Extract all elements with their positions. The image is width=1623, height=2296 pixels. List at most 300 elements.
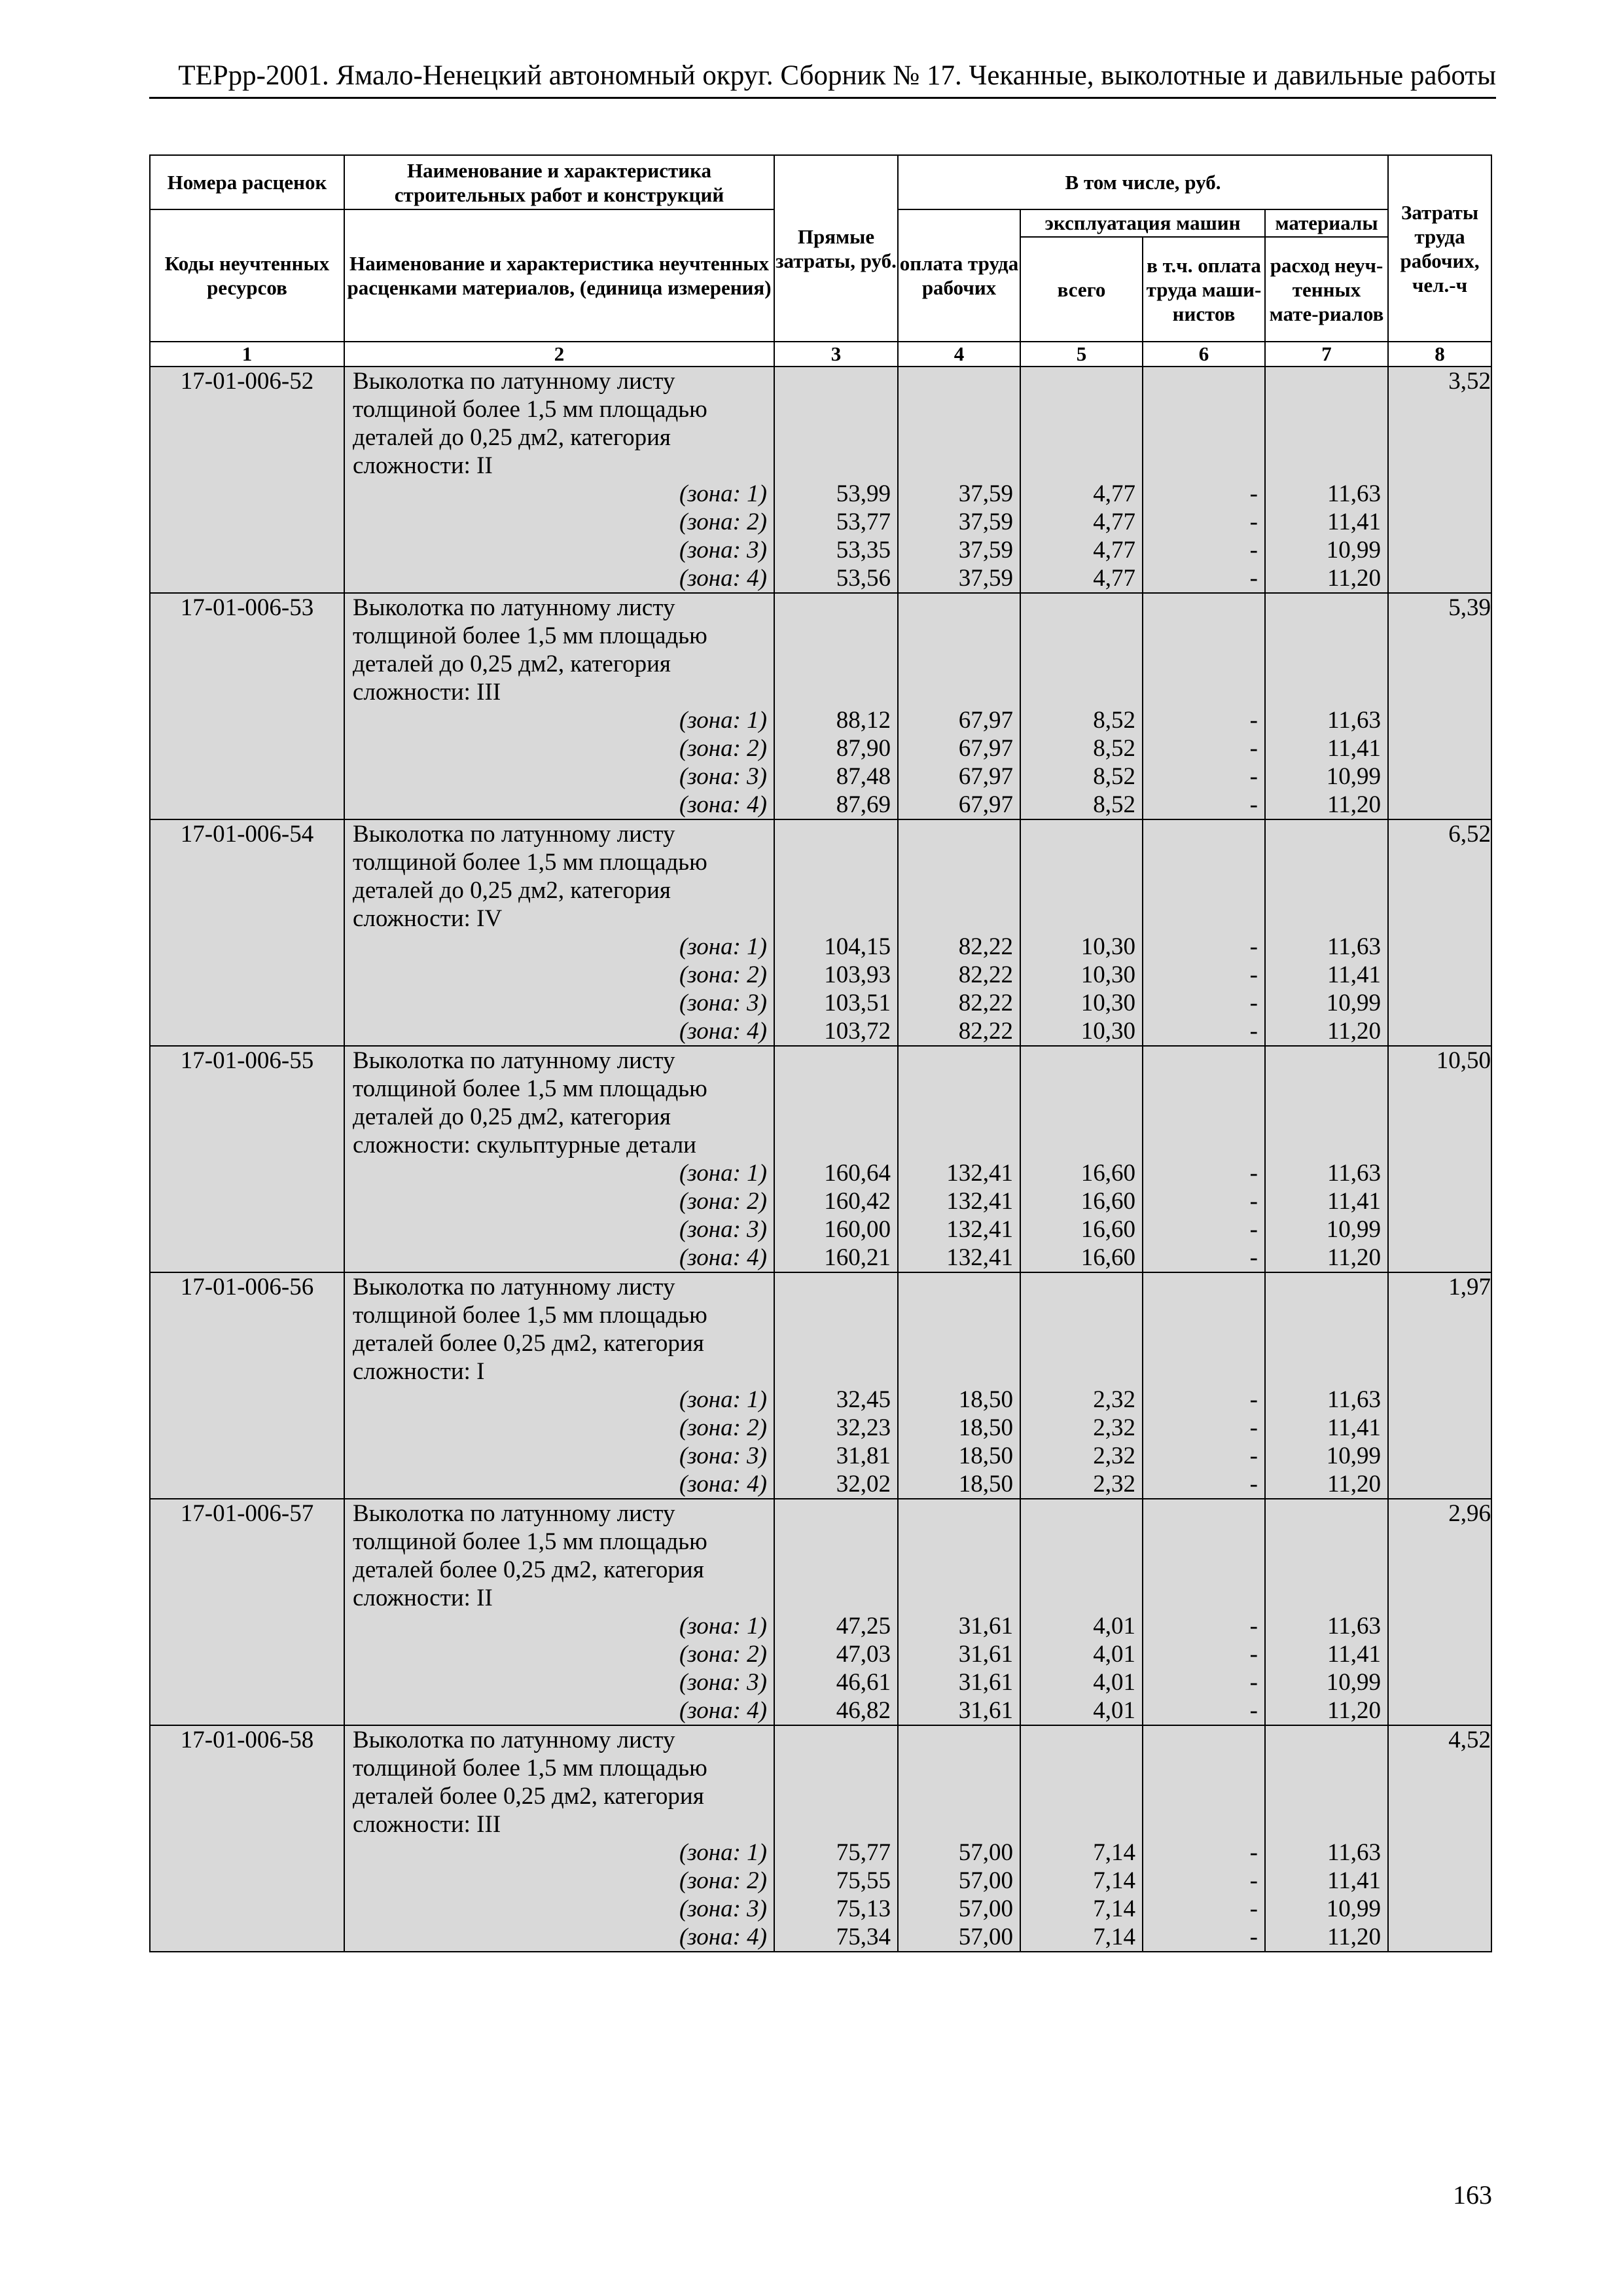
header-machinist-pay: в т.ч. оплата труда маши-нистов — [1146, 253, 1262, 325]
zone-value: 10,30 — [1080, 1018, 1135, 1045]
zone-label: (зона: 1) — [679, 707, 767, 734]
table-row — [150, 1272, 1491, 1499]
machine-total-cell — [1020, 1046, 1143, 1272]
spacer — [1266, 594, 1387, 622]
zone-value: 103,72 — [824, 1018, 891, 1045]
spacer — [775, 1556, 897, 1584]
spacer — [1143, 650, 1264, 678]
labor-pay-cell — [898, 593, 1020, 819]
description-line: толщиной более 1,5 мм площадью — [353, 849, 707, 876]
zone-value: - — [1249, 1244, 1258, 1271]
zone-value: 8,52 — [1093, 707, 1135, 734]
zone-value: 57,00 — [958, 1867, 1013, 1894]
zone-value: 8,52 — [1093, 735, 1135, 762]
zone-value: 47,25 — [836, 1613, 891, 1640]
zone-label: (зона: 4) — [679, 1471, 767, 1498]
spacer — [899, 1556, 1020, 1584]
materials-cell — [1265, 1725, 1388, 1952]
zone-value: 37,59 — [958, 509, 1013, 535]
zone-value: 31,61 — [958, 1641, 1013, 1668]
zone-value: 4,77 — [1093, 537, 1135, 564]
spacer — [1266, 1329, 1387, 1357]
spacer — [1143, 594, 1264, 622]
spacer — [775, 1075, 897, 1103]
spacer — [1021, 1556, 1142, 1584]
spacer — [775, 594, 897, 622]
labor-pay-cell — [898, 1725, 1020, 1952]
zone-value: - — [1249, 1924, 1258, 1950]
zone-value: - — [1249, 1669, 1258, 1696]
spacer — [1021, 367, 1142, 395]
zone-value: 87,90 — [836, 735, 891, 762]
description-line: толщиной более 1,5 мм площадью — [353, 396, 707, 423]
spacer — [1266, 1726, 1387, 1754]
spacer — [1143, 1357, 1264, 1386]
spacer — [1266, 1528, 1387, 1556]
spacer — [1021, 1131, 1142, 1159]
zone-value: - — [1249, 1471, 1258, 1498]
rate-description — [344, 593, 774, 819]
labor-pay-cell — [898, 1046, 1020, 1272]
description-line: толщиной более 1,5 мм площадью — [353, 1528, 707, 1555]
spacer — [1021, 1499, 1142, 1528]
spacer — [899, 594, 1020, 622]
spacer — [899, 1131, 1020, 1159]
zone-label: (зона: 2) — [679, 1867, 767, 1894]
zone-value: 7,14 — [1093, 1867, 1135, 1894]
zone-value: 7,14 — [1093, 1839, 1135, 1866]
zone-label: (зона: 2) — [679, 1641, 767, 1668]
header-machine-total: всего — [1021, 238, 1143, 341]
description-line: Выколотка по латунному листу — [353, 1274, 675, 1300]
rate-description — [344, 1499, 774, 1725]
zone-value: 2,32 — [1093, 1443, 1135, 1469]
spacer — [899, 1528, 1020, 1556]
zone-value: 132,41 — [946, 1244, 1013, 1271]
header-direct-costs: Прямые затраты, руб. — [774, 155, 898, 342]
spacer — [899, 678, 1020, 706]
spacer — [1021, 1810, 1142, 1839]
spacer — [775, 1782, 897, 1810]
spacer — [775, 1357, 897, 1386]
zone-value: 75,34 — [836, 1924, 891, 1950]
spacer — [899, 905, 1020, 933]
description-line: деталей до 0,25 дм2, категория — [353, 424, 671, 451]
machine-total-cell — [1020, 1272, 1143, 1499]
materials-cell — [1265, 1272, 1388, 1499]
zone-value: 11,41 — [1327, 1641, 1382, 1668]
zone-value: - — [1249, 933, 1258, 960]
direct-cost-cell — [774, 1499, 898, 1725]
spacer — [1266, 820, 1387, 848]
spacer — [1266, 1273, 1387, 1301]
description-line: деталей до 0,25 дм2, категория — [353, 651, 671, 677]
labor-pay-cell — [898, 1272, 1020, 1499]
zone-value: 11,20 — [1327, 791, 1382, 818]
zone-label: (зона: 4) — [679, 1018, 767, 1045]
zone-value: 67,97 — [958, 763, 1013, 790]
zone-value: 32,45 — [836, 1386, 891, 1413]
zone-value: 2,32 — [1093, 1386, 1135, 1413]
spacer — [775, 395, 897, 423]
table-row — [150, 1725, 1491, 1952]
zone-value: 7,14 — [1093, 1895, 1135, 1922]
spacer — [775, 1754, 897, 1782]
zone-value: - — [1249, 1839, 1258, 1866]
zone-value: 75,77 — [836, 1839, 891, 1866]
spacer — [775, 678, 897, 706]
machinist-pay-cell — [1143, 819, 1265, 1046]
spacer — [1021, 1103, 1142, 1131]
description-line: сложности: III — [353, 1811, 501, 1838]
zone-value: - — [1249, 537, 1258, 564]
description-line: толщиной более 1,5 мм площадью — [353, 622, 707, 649]
zone-value: 4,77 — [1093, 480, 1135, 507]
spacer — [899, 395, 1020, 423]
zone-value: 11,41 — [1327, 735, 1382, 762]
zone-value: 37,59 — [958, 537, 1013, 564]
header-work-name: Наименование и характеристика строительных работ и конструкций — [344, 155, 774, 209]
spacer — [1143, 1556, 1264, 1584]
spacer — [1143, 1075, 1264, 1103]
zone-value: - — [1249, 480, 1258, 507]
spacer — [1143, 395, 1264, 423]
zone-value: - — [1249, 1188, 1258, 1215]
zone-value: 31,61 — [958, 1669, 1013, 1696]
spacer — [1266, 650, 1387, 678]
description-line: деталей более 0,25 дм2, категория — [353, 1556, 704, 1583]
header-machine-operation: эксплуатация машин — [1021, 210, 1264, 238]
zone-value: 11,20 — [1327, 1018, 1382, 1045]
spacer — [1266, 452, 1387, 480]
rate-description — [344, 1725, 774, 1952]
machine-total-cell — [1020, 819, 1143, 1046]
rate-code: 17-01-006-53 — [150, 593, 344, 819]
spacer — [899, 1075, 1020, 1103]
zone-label: (зона: 1) — [679, 1386, 767, 1413]
direct-cost-cell — [774, 367, 898, 593]
spacer — [1266, 1782, 1387, 1810]
spacer — [1266, 1357, 1387, 1386]
zone-value: 160,42 — [824, 1188, 891, 1215]
zone-value: 10,99 — [1326, 1895, 1382, 1922]
col-number: 7 — [1265, 342, 1388, 367]
rate-code: 17-01-006-56 — [150, 1272, 344, 1499]
zone-value: 31,61 — [958, 1697, 1013, 1724]
zone-value: - — [1249, 1216, 1258, 1243]
spacer — [775, 1273, 897, 1301]
zone-value: 104,15 — [824, 933, 891, 960]
spacer — [1143, 1103, 1264, 1131]
machine-total-cell — [1020, 1725, 1143, 1952]
spacer — [1021, 1075, 1142, 1103]
spacer — [1266, 1556, 1387, 1584]
zone-value: 46,61 — [836, 1669, 891, 1696]
spacer — [1021, 1357, 1142, 1386]
spacer — [899, 848, 1020, 876]
labor-pay-cell — [898, 819, 1020, 1046]
zone-value: 132,41 — [946, 1216, 1013, 1243]
spacer — [1021, 1528, 1142, 1556]
zone-value: 11,20 — [1327, 565, 1382, 592]
description-line: Выколотка по латунному листу — [353, 821, 675, 848]
zone-value: 11,41 — [1327, 1414, 1382, 1441]
spacer — [1266, 367, 1387, 395]
spacer — [1021, 594, 1142, 622]
rate-description — [344, 819, 774, 1046]
zone-value: 10,99 — [1326, 1443, 1382, 1469]
spacer — [775, 367, 897, 395]
direct-cost-cell — [774, 1272, 898, 1499]
materials-cell — [1265, 1499, 1388, 1725]
zone-value: 87,48 — [836, 763, 891, 790]
zone-value: - — [1249, 1018, 1258, 1045]
spacer — [1266, 1103, 1387, 1131]
zone-value: 11,63 — [1327, 933, 1382, 960]
description-line: Выколотка по латунному листу — [353, 594, 675, 621]
description-line: деталей до 0,25 дм2, категория — [353, 877, 671, 904]
zone-value: 103,93 — [824, 961, 891, 988]
spacer — [899, 1301, 1020, 1329]
zone-value: 67,97 — [958, 791, 1013, 818]
zone-value: 4,01 — [1093, 1697, 1135, 1724]
description-line: сложности: скульптурные детали — [353, 1132, 696, 1158]
description-line: сложности: II — [353, 452, 493, 479]
zone-value: 4,77 — [1093, 509, 1135, 535]
zone-value: 16,60 — [1080, 1244, 1135, 1271]
zone-value: 67,97 — [958, 735, 1013, 762]
spacer — [1021, 1301, 1142, 1329]
rate-description — [344, 367, 774, 593]
price-table — [149, 154, 1492, 1952]
zone-value: 11,41 — [1327, 509, 1382, 535]
zone-value: 11,41 — [1327, 1188, 1382, 1215]
zone-value: - — [1249, 707, 1258, 734]
spacer — [775, 1726, 897, 1754]
zone-value: 103,51 — [824, 990, 891, 1016]
spacer — [775, 423, 897, 452]
zone-value: 67,97 — [958, 707, 1013, 734]
zone-label: (зона: 2) — [679, 735, 767, 762]
table-row — [150, 819, 1491, 1046]
spacer — [899, 650, 1020, 678]
col-number: 3 — [774, 342, 898, 367]
zone-value: - — [1249, 990, 1258, 1016]
zone-value: - — [1249, 1443, 1258, 1469]
spacer — [1266, 1499, 1387, 1528]
spacer — [1143, 905, 1264, 933]
spacer — [1143, 452, 1264, 480]
zone-value: - — [1249, 509, 1258, 535]
zone-value: 53,77 — [836, 509, 891, 535]
spacer — [899, 1103, 1020, 1131]
spacer — [775, 1131, 897, 1159]
zone-value: 11,41 — [1327, 1867, 1382, 1894]
labor-pay-cell — [898, 367, 1020, 593]
direct-cost-cell — [774, 593, 898, 819]
spacer — [1143, 1584, 1264, 1612]
table-row — [150, 593, 1491, 819]
rate-code: 17-01-006-52 — [150, 367, 344, 593]
spacer — [899, 1499, 1020, 1528]
zone-label: (зона: 1) — [679, 1160, 767, 1187]
zone-value: - — [1249, 1613, 1258, 1640]
zone-label: (зона: 2) — [679, 1414, 767, 1441]
description-line: сложности: I — [353, 1358, 485, 1385]
direct-cost-cell — [774, 819, 898, 1046]
zone-value: - — [1249, 1414, 1258, 1441]
spacer — [1266, 1075, 1387, 1103]
spacer — [1143, 1528, 1264, 1556]
rate-description — [344, 1046, 774, 1272]
spacer — [1266, 395, 1387, 423]
col-number: 6 — [1143, 342, 1265, 367]
labor-costs-cell: 3,52 — [1388, 367, 1491, 593]
spacer — [899, 1782, 1020, 1810]
spacer — [1021, 820, 1142, 848]
zone-value: 11,63 — [1327, 1839, 1382, 1866]
spacer — [775, 452, 897, 480]
zone-label: (зона: 1) — [679, 1613, 767, 1640]
spacer — [1021, 1273, 1142, 1301]
zone-value: 37,59 — [958, 565, 1013, 592]
spacer — [1021, 650, 1142, 678]
header-machine-group — [1020, 209, 1265, 342]
zone-value: 57,00 — [958, 1895, 1013, 1922]
spacer — [1266, 848, 1387, 876]
labor-costs-cell: 4,52 — [1388, 1725, 1491, 1952]
header-unaccounted-materials: расход неуч-тенных мате-риалов — [1269, 253, 1384, 325]
spacer — [1021, 1584, 1142, 1612]
spacer — [1266, 1301, 1387, 1329]
spacer — [1021, 848, 1142, 876]
spacer — [775, 1810, 897, 1839]
zone-value: 82,22 — [958, 933, 1013, 960]
description-line: сложности: IV — [353, 905, 503, 932]
spacer — [899, 1726, 1020, 1754]
description-line: деталей более 0,25 дм2, категория — [353, 1783, 704, 1810]
spacer — [1021, 423, 1142, 452]
zone-value: 11,63 — [1327, 480, 1382, 507]
header-materials: материалы — [1266, 210, 1387, 238]
spacer — [1021, 1754, 1142, 1782]
zone-value: 75,55 — [836, 1867, 891, 1894]
spacer — [899, 1273, 1020, 1301]
zone-value: 16,60 — [1080, 1188, 1135, 1215]
spacer — [1266, 1754, 1387, 1782]
zone-value: 53,35 — [836, 537, 891, 564]
zone-value: 160,64 — [824, 1160, 891, 1187]
direct-cost-cell — [774, 1046, 898, 1272]
header-rate-numbers: Номера расценок — [150, 155, 344, 209]
machine-total-cell — [1020, 593, 1143, 819]
zone-value: 4,77 — [1093, 565, 1135, 592]
zone-value: 57,00 — [958, 1924, 1013, 1950]
zone-value: 11,63 — [1327, 707, 1382, 734]
spacer — [1021, 452, 1142, 480]
zone-value: 132,41 — [946, 1160, 1013, 1187]
spacer — [1266, 678, 1387, 706]
spacer — [775, 650, 897, 678]
materials-cell — [1265, 819, 1388, 1046]
zone-label: (зона: 2) — [679, 961, 767, 988]
zone-label: (зона: 4) — [679, 1244, 767, 1271]
spacer — [1021, 1329, 1142, 1357]
zone-value: 10,30 — [1080, 961, 1135, 988]
col-number: 1 — [150, 342, 344, 367]
spacer — [899, 1754, 1020, 1782]
rate-code: 17-01-006-55 — [150, 1046, 344, 1272]
zone-value: - — [1249, 1641, 1258, 1668]
spacer — [1143, 1329, 1264, 1357]
table-body — [150, 367, 1491, 1952]
description-line: сложности: III — [353, 679, 501, 706]
spacer — [775, 1584, 897, 1612]
zone-label: (зона: 4) — [679, 791, 767, 818]
zone-value: - — [1249, 1697, 1258, 1724]
zone-value: 160,00 — [824, 1216, 891, 1243]
header-materials-group — [1265, 209, 1388, 342]
spacer — [1021, 622, 1142, 650]
zone-value: 87,69 — [836, 791, 891, 818]
zone-value: 32,23 — [836, 1414, 891, 1441]
description-line: деталей более 0,25 дм2, категория — [353, 1330, 704, 1357]
col-number: 5 — [1020, 342, 1143, 367]
header-including: В том числе, руб. — [898, 155, 1388, 209]
zone-value: - — [1249, 791, 1258, 818]
spacer — [775, 876, 897, 905]
col-number: 8 — [1388, 342, 1491, 367]
zone-value: 10,99 — [1326, 990, 1382, 1016]
zone-label: (зона: 3) — [679, 763, 767, 790]
zone-value: 11,20 — [1327, 1471, 1382, 1498]
page-header: ТЕРрр-2001. Ямало-Ненецкий автономный округ. Сборник № 17. Чеканные, выколотные и давильные работы — [149, 58, 1496, 99]
spacer — [775, 1103, 897, 1131]
col-number: 2 — [344, 342, 774, 367]
zone-value: - — [1249, 763, 1258, 790]
zone-label: (зона: 1) — [679, 1839, 767, 1866]
zone-value: - — [1249, 1160, 1258, 1187]
spacer — [1143, 1301, 1264, 1329]
spacer — [1143, 876, 1264, 905]
spacer — [899, 1357, 1020, 1386]
machinist-pay-cell — [1143, 367, 1265, 593]
zone-value: 4,01 — [1093, 1669, 1135, 1696]
zone-value: 11,63 — [1327, 1613, 1382, 1640]
description-line: толщиной более 1,5 мм площадью — [353, 1075, 707, 1102]
header-labor-pay: оплата труда рабочих — [898, 209, 1020, 342]
zone-value: 57,00 — [958, 1839, 1013, 1866]
spacer — [1021, 678, 1142, 706]
table-row — [150, 1499, 1491, 1725]
zone-value: 82,22 — [958, 961, 1013, 988]
zone-value: 16,60 — [1080, 1160, 1135, 1187]
zone-label: (зона: 3) — [679, 1443, 767, 1469]
direct-cost-cell — [774, 1725, 898, 1952]
zone-value: 10,99 — [1326, 763, 1382, 790]
spacer — [1143, 678, 1264, 706]
zone-value: 11,20 — [1327, 1924, 1382, 1950]
spacer — [775, 1301, 897, 1329]
labor-costs-cell: 5,39 — [1388, 593, 1491, 819]
spacer — [775, 1528, 897, 1556]
header-labor-costs: Затраты труда рабочих, чел.-ч — [1388, 155, 1491, 342]
description-line: толщиной более 1,5 мм площадью — [353, 1755, 707, 1782]
zone-label: (зона: 3) — [679, 1216, 767, 1243]
spacer — [899, 622, 1020, 650]
table-row — [150, 1046, 1491, 1272]
column-numbers-row — [150, 342, 1491, 367]
